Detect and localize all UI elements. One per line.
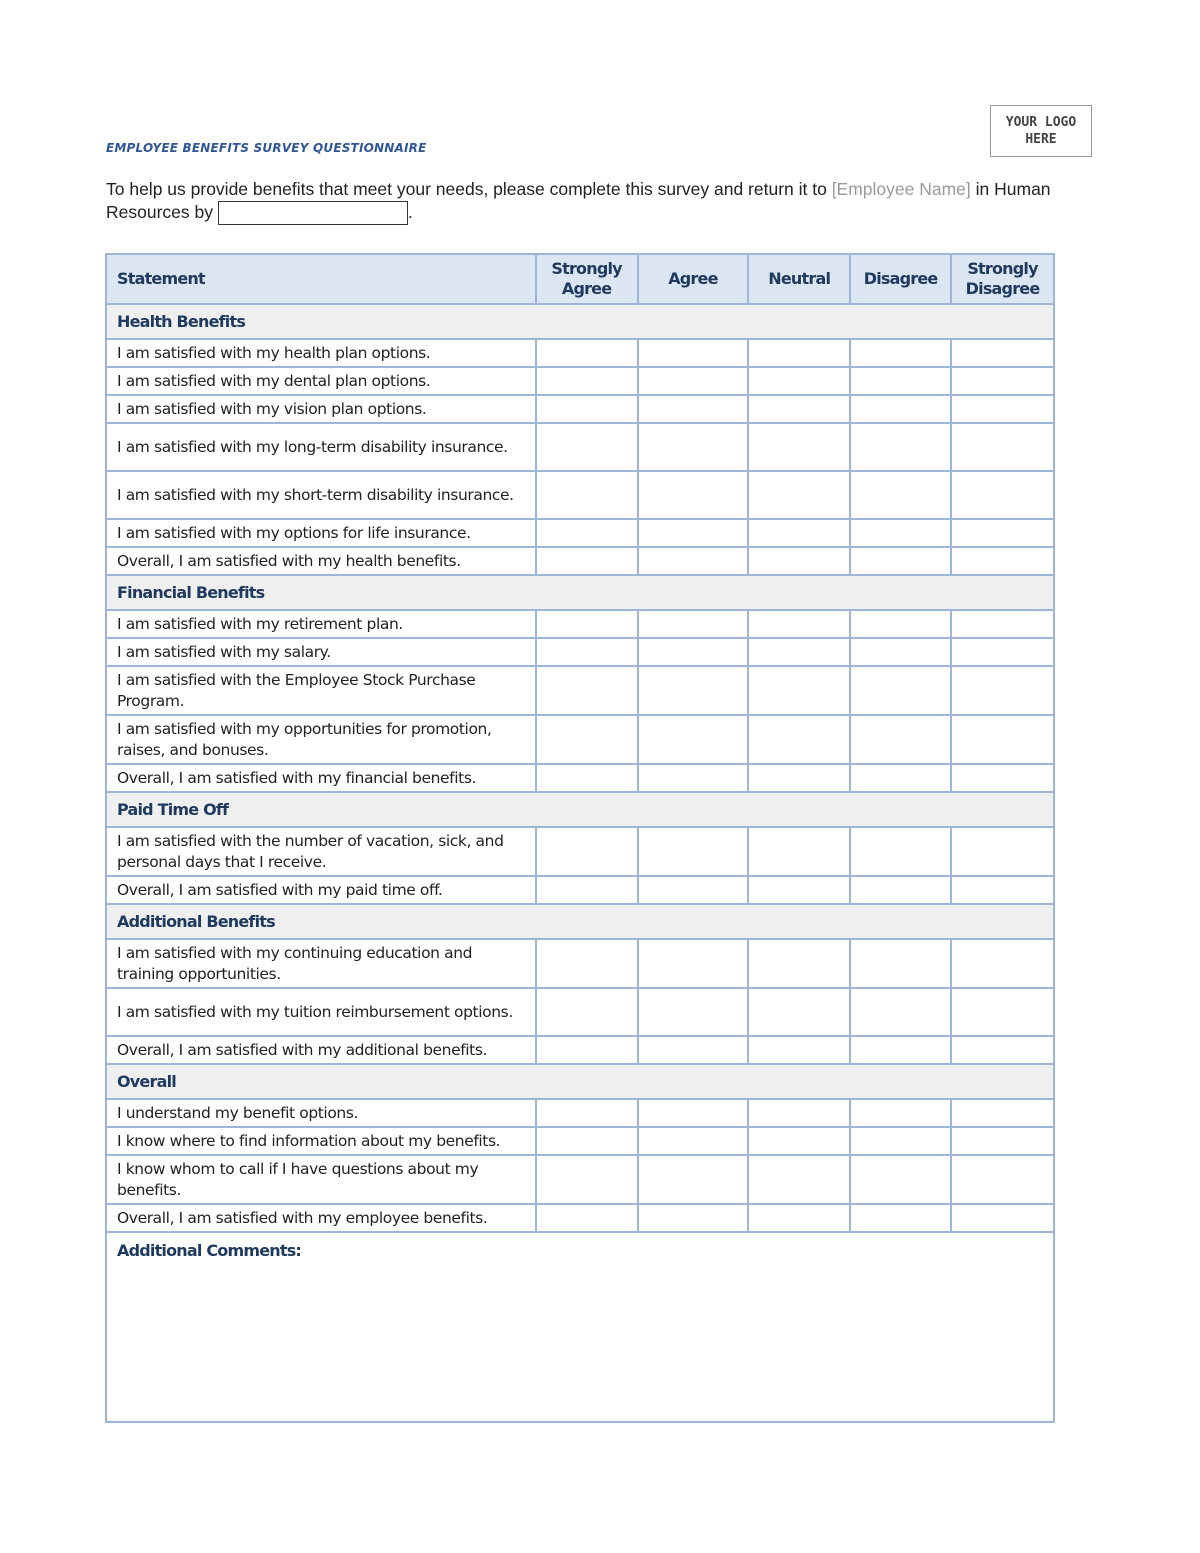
statement-cell: Overall, I am satisfied with my employee benefits.: [106, 1204, 536, 1232]
rating-cell-neutral[interactable]: [748, 519, 850, 547]
rating-cell-disagree[interactable]: [850, 339, 951, 367]
rating-cell-agree[interactable]: [638, 827, 749, 876]
header-disagree: Disagree: [850, 254, 951, 304]
statement-cell: I know whom to call if I have questions about my benefits.: [106, 1155, 536, 1204]
rating-cell-strongly-agree[interactable]: [536, 638, 638, 666]
rating-cell-strongly-disagree[interactable]: [951, 1099, 1054, 1127]
statement-cell: I understand my benefit options.: [106, 1099, 536, 1127]
section-row: [106, 304, 1054, 339]
rating-cell-disagree[interactable]: [850, 715, 951, 764]
rating-cell-strongly-disagree[interactable]: [951, 610, 1054, 638]
rating-cell-agree[interactable]: [638, 666, 749, 715]
statement-cell: I am satisfied with my options for life insurance.: [106, 519, 536, 547]
rating-cell-strongly-agree[interactable]: [536, 367, 638, 395]
rating-cell-disagree[interactable]: [850, 1127, 951, 1155]
rating-cell-strongly-agree[interactable]: [536, 1155, 638, 1204]
statement-cell: Overall, I am satisfied with my additional benefits.: [106, 1036, 536, 1064]
rating-cell-neutral[interactable]: [748, 1099, 850, 1127]
rating-cell-strongly-disagree[interactable]: [951, 367, 1054, 395]
section-row: [106, 904, 1054, 939]
header-neutral: Neutral: [748, 254, 850, 304]
rating-cell-disagree[interactable]: [850, 939, 951, 988]
header-row: [106, 254, 1054, 304]
rating-cell-agree[interactable]: [638, 519, 749, 547]
statement-cell: I am satisfied with my dental plan options.: [106, 367, 536, 395]
rating-cell-disagree[interactable]: [850, 367, 951, 395]
section-title: Financial Benefits: [106, 575, 1054, 610]
rating-cell-agree[interactable]: [638, 339, 749, 367]
rating-cell-neutral[interactable]: [748, 939, 850, 988]
statement-cell: Overall, I am satisfied with my paid time off.: [106, 876, 536, 904]
rating-cell-strongly-agree[interactable]: [536, 876, 638, 904]
rating-cell-disagree[interactable]: [850, 988, 951, 1036]
section-row: [106, 792, 1054, 827]
rating-cell-disagree[interactable]: [850, 471, 951, 519]
table-row: [106, 939, 1054, 988]
section-title: Health Benefits: [106, 304, 1054, 339]
rating-cell-agree[interactable]: [638, 764, 749, 792]
table-row: [106, 1099, 1054, 1127]
rating-cell-strongly-disagree[interactable]: [951, 988, 1054, 1036]
statement-cell: I am satisfied with my retirement plan.: [106, 610, 536, 638]
rating-cell-agree[interactable]: [638, 471, 749, 519]
statement-cell: I am satisfied with the Employee Stock Purchase Program.: [106, 666, 536, 715]
rating-cell-disagree[interactable]: [850, 827, 951, 876]
rating-cell-strongly-disagree[interactable]: [951, 638, 1054, 666]
table-row: [106, 876, 1054, 904]
table-row: [106, 367, 1054, 395]
section-title: Overall: [106, 1064, 1054, 1099]
rating-cell-neutral[interactable]: [748, 395, 850, 423]
section-row: [106, 1064, 1054, 1099]
table-row: [106, 988, 1054, 1036]
rating-cell-strongly-agree[interactable]: [536, 1036, 638, 1064]
rating-cell-agree[interactable]: [638, 715, 749, 764]
section-title: Additional Benefits: [106, 904, 1054, 939]
statement-cell: I am satisfied with the number of vacation, sick, and personal days that I receive.: [106, 827, 536, 876]
table-row: [106, 610, 1054, 638]
logo-placeholder: YOUR LOGO HERE: [990, 105, 1092, 157]
header-statement: Statement: [106, 254, 536, 304]
header-strongly-agree: Strongly Agree: [536, 254, 638, 304]
table-row: [106, 638, 1054, 666]
rating-cell-disagree[interactable]: [850, 764, 951, 792]
rating-cell-strongly-agree[interactable]: [536, 1204, 638, 1232]
rating-cell-neutral[interactable]: [748, 988, 850, 1036]
rating-cell-disagree[interactable]: [850, 638, 951, 666]
rating-cell-neutral[interactable]: [748, 876, 850, 904]
rating-cell-strongly-disagree[interactable]: [951, 1155, 1054, 1204]
rating-cell-disagree[interactable]: [850, 610, 951, 638]
rating-cell-neutral[interactable]: [748, 1155, 850, 1204]
rating-cell-agree[interactable]: [638, 367, 749, 395]
rating-cell-strongly-agree[interactable]: [536, 1127, 638, 1155]
employee-name-placeholder[interactable]: [Employee Name]: [831, 179, 971, 199]
rating-cell-neutral[interactable]: [748, 547, 850, 575]
survey-table: [105, 253, 1055, 1423]
table-row: [106, 1127, 1054, 1155]
return-date-field[interactable]: [218, 201, 408, 225]
table-row: [106, 395, 1054, 423]
statement-cell: I am satisfied with my salary.: [106, 638, 536, 666]
rating-cell-strongly-disagree[interactable]: [951, 423, 1054, 471]
intro-text-after: in Human Resources by: [106, 179, 1051, 222]
rating-cell-agree[interactable]: [638, 876, 749, 904]
statement-cell: Overall, I am satisfied with my financial benefits.: [106, 764, 536, 792]
rating-cell-strongly-disagree[interactable]: [951, 547, 1054, 575]
rating-cell-agree[interactable]: [638, 1099, 749, 1127]
rating-cell-strongly-agree[interactable]: [536, 939, 638, 988]
header-strongly-disagree: Strongly Disagree: [951, 254, 1054, 304]
rating-cell-neutral[interactable]: [748, 367, 850, 395]
rating-cell-strongly-agree[interactable]: [536, 339, 638, 367]
rating-cell-disagree[interactable]: [850, 423, 951, 471]
comments-row: [106, 1232, 1054, 1422]
rating-cell-agree[interactable]: [638, 988, 749, 1036]
rating-cell-neutral[interactable]: [748, 339, 850, 367]
rating-cell-strongly-agree[interactable]: [536, 547, 638, 575]
rating-cell-strongly-agree[interactable]: [536, 423, 638, 471]
rating-cell-neutral[interactable]: [748, 638, 850, 666]
rating-cell-strongly-disagree[interactable]: [951, 1127, 1054, 1155]
rating-cell-strongly-agree[interactable]: [536, 715, 638, 764]
table-row: [106, 1204, 1054, 1232]
rating-cell-disagree[interactable]: [850, 1099, 951, 1127]
intro-text-before: To help us provide benefits that meet your needs, please complete this survey and return it to: [106, 179, 832, 199]
rating-cell-disagree[interactable]: [850, 1036, 951, 1064]
additional-comments-field[interactable]: [106, 1232, 1054, 1422]
rating-cell-neutral[interactable]: [748, 1127, 850, 1155]
rating-cell-strongly-disagree[interactable]: [951, 939, 1054, 988]
rating-cell-disagree[interactable]: [850, 395, 951, 423]
rating-cell-disagree[interactable]: [850, 519, 951, 547]
rating-cell-neutral[interactable]: [748, 423, 850, 471]
rating-cell-neutral[interactable]: [748, 610, 850, 638]
rating-cell-strongly-agree[interactable]: [536, 519, 638, 547]
rating-cell-neutral[interactable]: [748, 1204, 850, 1232]
table-row: [106, 339, 1054, 367]
table-row: [106, 519, 1054, 547]
rating-cell-disagree[interactable]: [850, 547, 951, 575]
rating-cell-strongly-agree[interactable]: [536, 610, 638, 638]
table-row: [106, 666, 1054, 715]
table-row: [106, 471, 1054, 519]
table-row: [106, 1036, 1054, 1064]
statement-cell: I am satisfied with my long-term disability insurance.: [106, 423, 536, 471]
rating-cell-strongly-agree[interactable]: [536, 988, 638, 1036]
rating-cell-neutral[interactable]: [748, 1036, 850, 1064]
rating-cell-disagree[interactable]: [850, 1204, 951, 1232]
rating-cell-strongly-agree[interactable]: [536, 395, 638, 423]
rating-cell-strongly-disagree[interactable]: [951, 876, 1054, 904]
rating-cell-strongly-disagree[interactable]: [951, 339, 1054, 367]
table-row: [106, 715, 1054, 764]
section-row: [106, 575, 1054, 610]
rating-cell-strongly-agree[interactable]: [536, 666, 638, 715]
rating-cell-neutral[interactable]: [748, 827, 850, 876]
table-row: [106, 1155, 1054, 1204]
statement-cell: I know where to find information about my benefits.: [106, 1127, 536, 1155]
page-title: EMPLOYEE BENEFITS SURVEY QUESTIONNAIRE: [106, 141, 427, 155]
table-row: [106, 423, 1054, 471]
rating-cell-strongly-agree[interactable]: [536, 764, 638, 792]
additional-comments-label: Additional Comments:: [117, 1241, 302, 1260]
statement-cell: I am satisfied with my opportunities for promotion, raises, and bonuses.: [106, 715, 536, 764]
header-agree: Agree: [638, 254, 749, 304]
rating-cell-disagree[interactable]: [850, 1155, 951, 1204]
rating-cell-neutral[interactable]: [748, 666, 850, 715]
section-title: Paid Time Off: [106, 792, 1054, 827]
rating-cell-strongly-disagree[interactable]: [951, 1036, 1054, 1064]
statement-cell: I am satisfied with my short-term disability insurance.: [106, 471, 536, 519]
rating-cell-agree[interactable]: [638, 547, 749, 575]
rating-cell-agree[interactable]: [638, 1155, 749, 1204]
rating-cell-agree[interactable]: [638, 1036, 749, 1064]
rating-cell-strongly-disagree[interactable]: [951, 395, 1054, 423]
rating-cell-strongly-disagree[interactable]: [951, 666, 1054, 715]
rating-cell-strongly-agree[interactable]: [536, 471, 638, 519]
statement-cell: Overall, I am satisfied with my health benefits.: [106, 547, 536, 575]
rating-cell-agree[interactable]: [638, 939, 749, 988]
statement-cell: I am satisfied with my vision plan options.: [106, 395, 536, 423]
rating-cell-strongly-disagree[interactable]: [951, 827, 1054, 876]
rating-cell-neutral[interactable]: [748, 471, 850, 519]
intro-end: .: [407, 202, 413, 222]
rating-cell-disagree[interactable]: [850, 666, 951, 715]
rating-cell-agree[interactable]: [638, 395, 749, 423]
rating-cell-strongly-disagree[interactable]: [951, 715, 1054, 764]
table-row: [106, 547, 1054, 575]
statement-cell: I am satisfied with my tuition reimbursement options.: [106, 988, 536, 1036]
rating-cell-neutral[interactable]: [748, 764, 850, 792]
rating-cell-strongly-disagree[interactable]: [951, 764, 1054, 792]
rating-cell-agree[interactable]: [638, 610, 749, 638]
rating-cell-strongly-disagree[interactable]: [951, 1204, 1054, 1232]
rating-cell-agree[interactable]: [638, 638, 749, 666]
table-row: [106, 827, 1054, 876]
rating-cell-agree[interactable]: [638, 1127, 749, 1155]
rating-cell-strongly-agree[interactable]: [536, 1099, 638, 1127]
rating-cell-neutral[interactable]: [748, 715, 850, 764]
rating-cell-strongly-agree[interactable]: [536, 827, 638, 876]
rating-cell-strongly-disagree[interactable]: [951, 471, 1054, 519]
statement-cell: I am satisfied with my continuing education and training opportunities.: [106, 939, 536, 988]
intro-paragraph: [106, 178, 1096, 225]
rating-cell-agree[interactable]: [638, 1204, 749, 1232]
rating-cell-agree[interactable]: [638, 423, 749, 471]
rating-cell-disagree[interactable]: [850, 876, 951, 904]
rating-cell-strongly-disagree[interactable]: [951, 519, 1054, 547]
table-row: [106, 764, 1054, 792]
statement-cell: I am satisfied with my health plan options.: [106, 339, 536, 367]
